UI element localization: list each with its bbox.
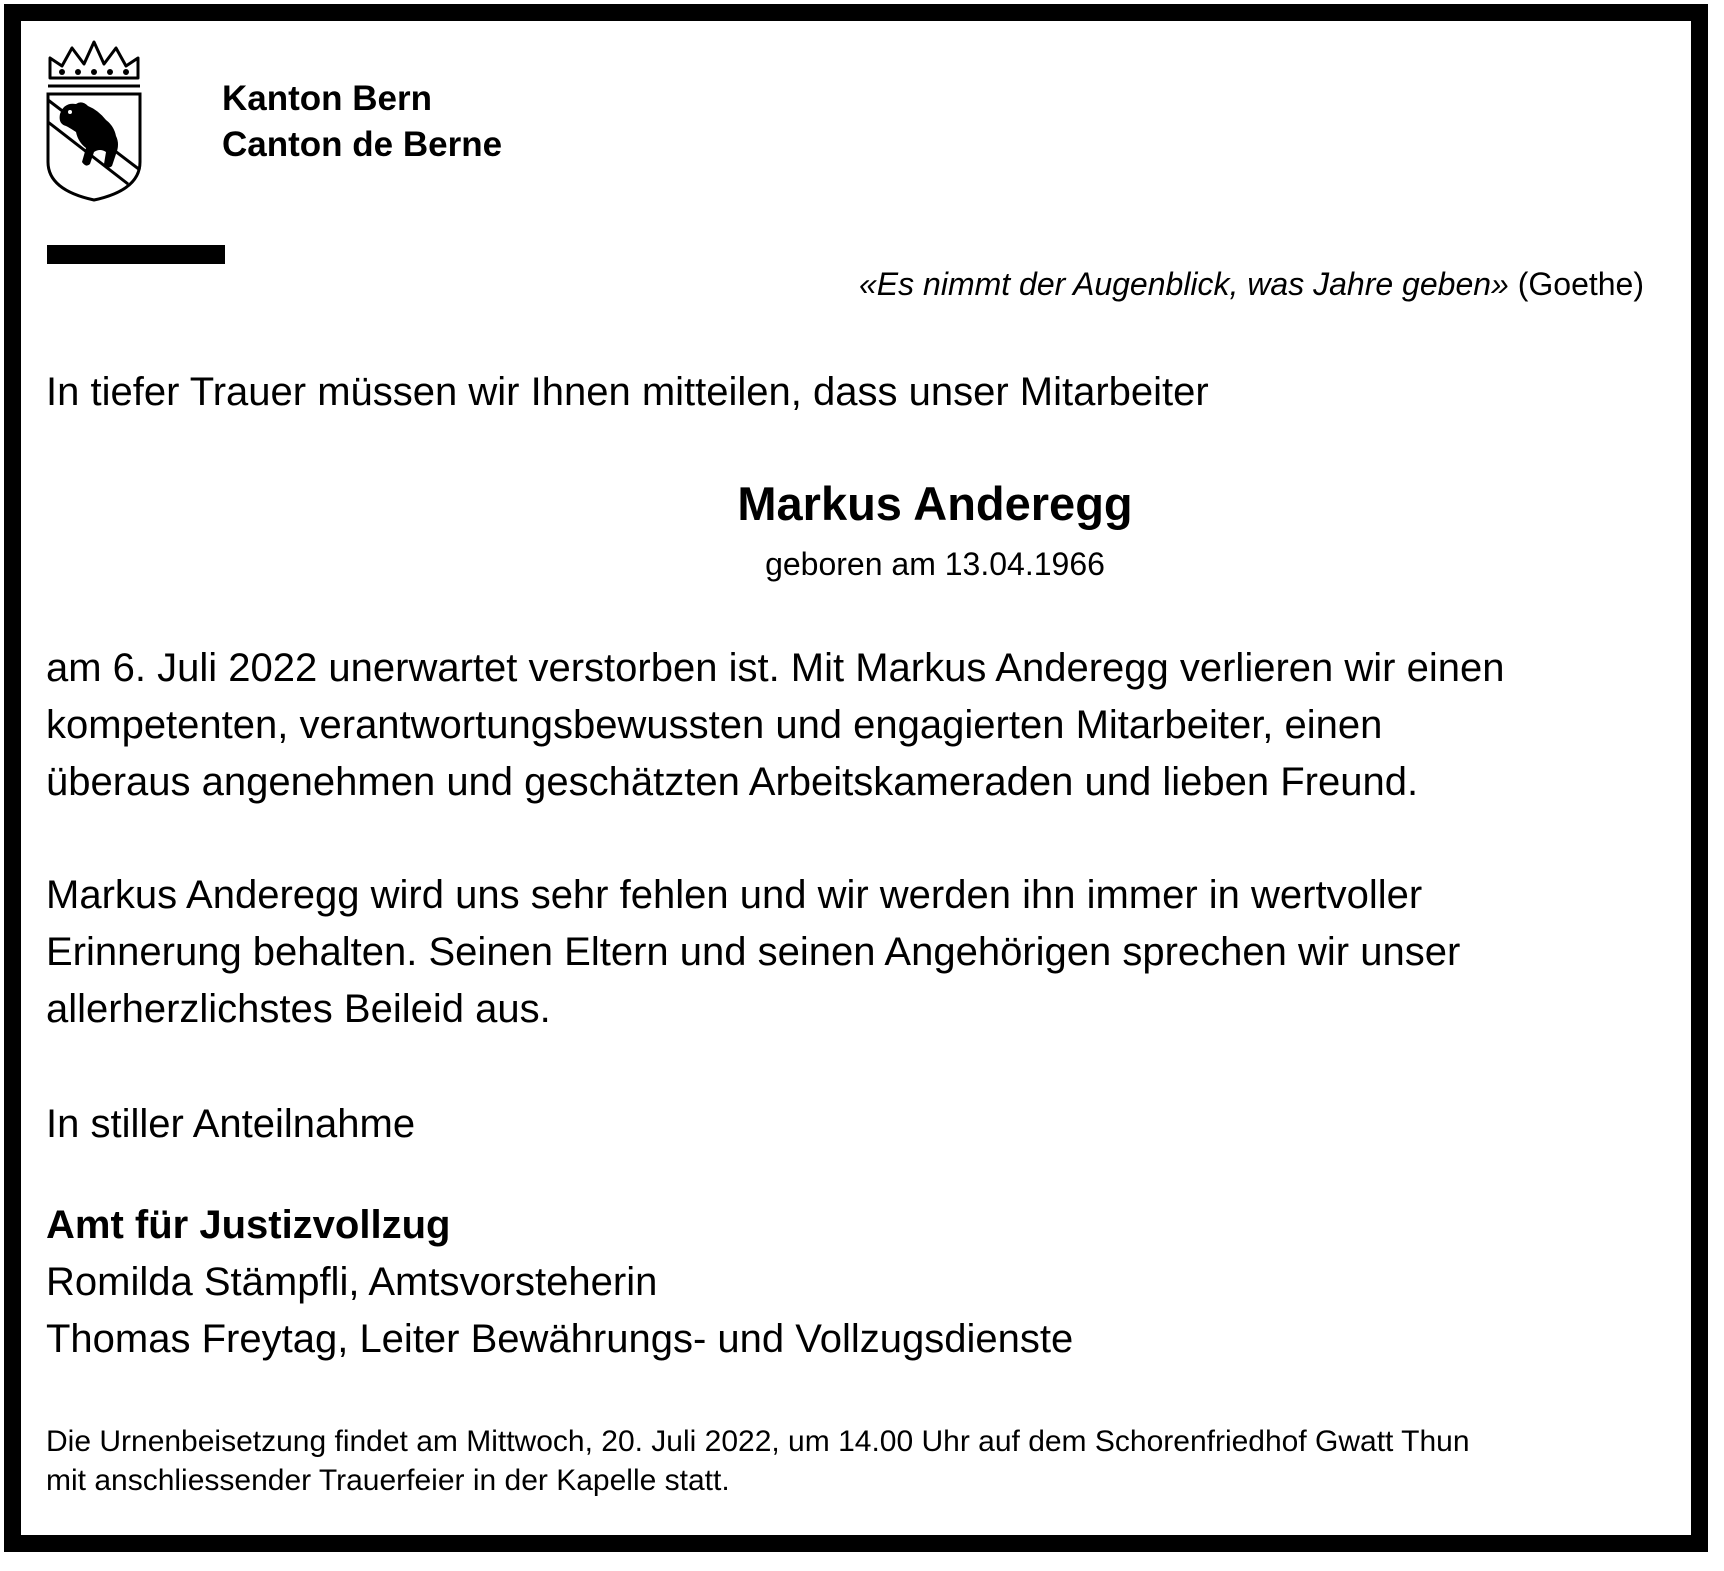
paragraph-1: [46, 640, 1504, 811]
paragraph-line: am 6. Juli 2022 unerwartet verstorben ist. Mit Markus Anderegg verlieren wir einen: [46, 646, 1505, 690]
closing-line: In stiller Anteilnahme: [46, 1102, 416, 1146]
header-rule: [47, 245, 225, 264]
office-name: Amt für Justizvollzug: [46, 1203, 451, 1247]
paragraph-line: Erinnerung behalten. Seinen Eltern und seinen Angehörigen sprechen wir unser: [46, 930, 1461, 974]
ceremony-line: Die Urnenbeisetzung findet am Mittwoch, 20. Juli 2022, um 14.00 Uhr auf dem Schorenfriedhof Gwatt Thun: [46, 1425, 1470, 1458]
ceremony-line: mit anschliessender Trauerfeier in der Kapelle statt.: [46, 1464, 730, 1497]
org-name-french: Canton de Berne: [222, 125, 503, 164]
ceremony-info: [46, 1422, 1470, 1500]
org-name-german: Kanton Bern: [222, 79, 432, 118]
quote-text: «Es nimmt der Augenblick, was Jahre geben»: [859, 266, 1509, 302]
signatory-block: [46, 1197, 1073, 1368]
paragraph-line: kompetenten, verantwortungsbewussten und engagierten Mitarbeiter, einen: [46, 703, 1383, 747]
signatory-2: Thomas Freytag, Leiter Bewährungs- und Vollzugsdienste: [46, 1317, 1074, 1361]
birth-date: geboren am 13.04.1966: [765, 546, 1105, 582]
paragraph-2: [46, 867, 1460, 1038]
bern-coat-of-arms-icon: [46, 40, 142, 202]
organization-name: [222, 76, 502, 168]
paragraph-line: Markus Anderegg wird uns sehr fehlen und wir werden ihn immer in wertvoller: [46, 873, 1423, 917]
paragraph-line: allerherzlichstes Beileid aus.: [46, 987, 551, 1031]
paragraph-line: überaus angenehmen und geschätzten Arbeitskameraden und lieben Freund.: [46, 760, 1419, 804]
signatory-1: Romilda Stämpfli, Amtsvorsteherin: [46, 1260, 658, 1304]
quote-author: (Goethe): [1508, 266, 1644, 302]
intro-line: In tiefer Trauer müssen wir Ihnen mitteilen, dass unser Mitarbeiter: [46, 370, 1209, 414]
goethe-quote: [859, 262, 1644, 306]
deceased-name: Markus Anderegg: [737, 477, 1133, 530]
